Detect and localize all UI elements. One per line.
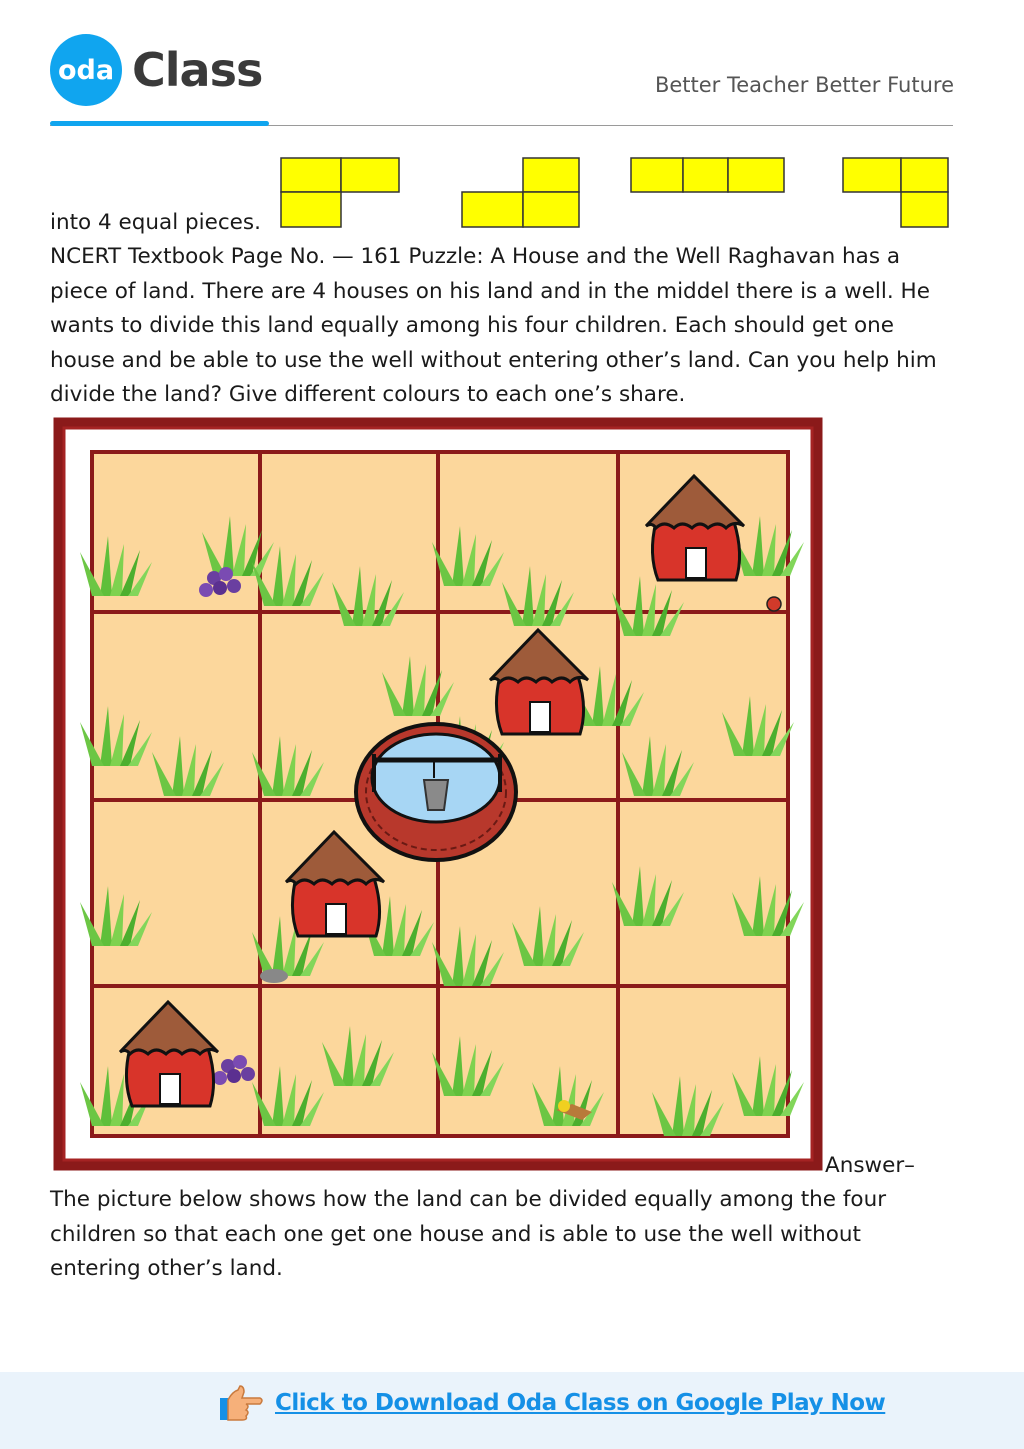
page-header — [0, 0, 1024, 130]
l-shape-piece-1 — [280, 157, 400, 229]
l-shape-piece-2 — [461, 157, 581, 229]
download-link[interactable]: Click to Download Oda Class on Google Play Now — [275, 1390, 886, 1416]
answer-label: Answer– — [825, 1153, 915, 1178]
download-banner[interactable] — [0, 1372, 1024, 1449]
logo-wordmark: Class — [132, 43, 263, 97]
header-tagline: Better Teacher Better Future — [654, 73, 954, 97]
oda-logo-mark[interactable]: oda — [50, 34, 122, 106]
land-puzzle-illustration — [52, 416, 824, 1172]
straight-piece — [630, 157, 786, 194]
header-divider-accent — [50, 121, 269, 126]
intro-line: into 4 equal pieces. — [50, 210, 261, 235]
pointing-hand-icon — [216, 1384, 264, 1428]
answer-paragraph: The picture below shows how the land can be divided equally among the four children so that each one get one house and is able to use the well without entering other’s land. — [50, 1187, 887, 1281]
question-paragraph: NCERT Textbook Page No. — 161 Puzzle: A House and the Well Raghavan has a piece of land. There are 4 houses on his land and in the middel there is a well. He wants to divide this land equally among his four children. Each should get one house and be able to use the well without entering other’s land. Can you help him divide the land? Give different colours to each one’s share. — [50, 244, 937, 407]
l-shape-piece-3 — [842, 157, 950, 229]
